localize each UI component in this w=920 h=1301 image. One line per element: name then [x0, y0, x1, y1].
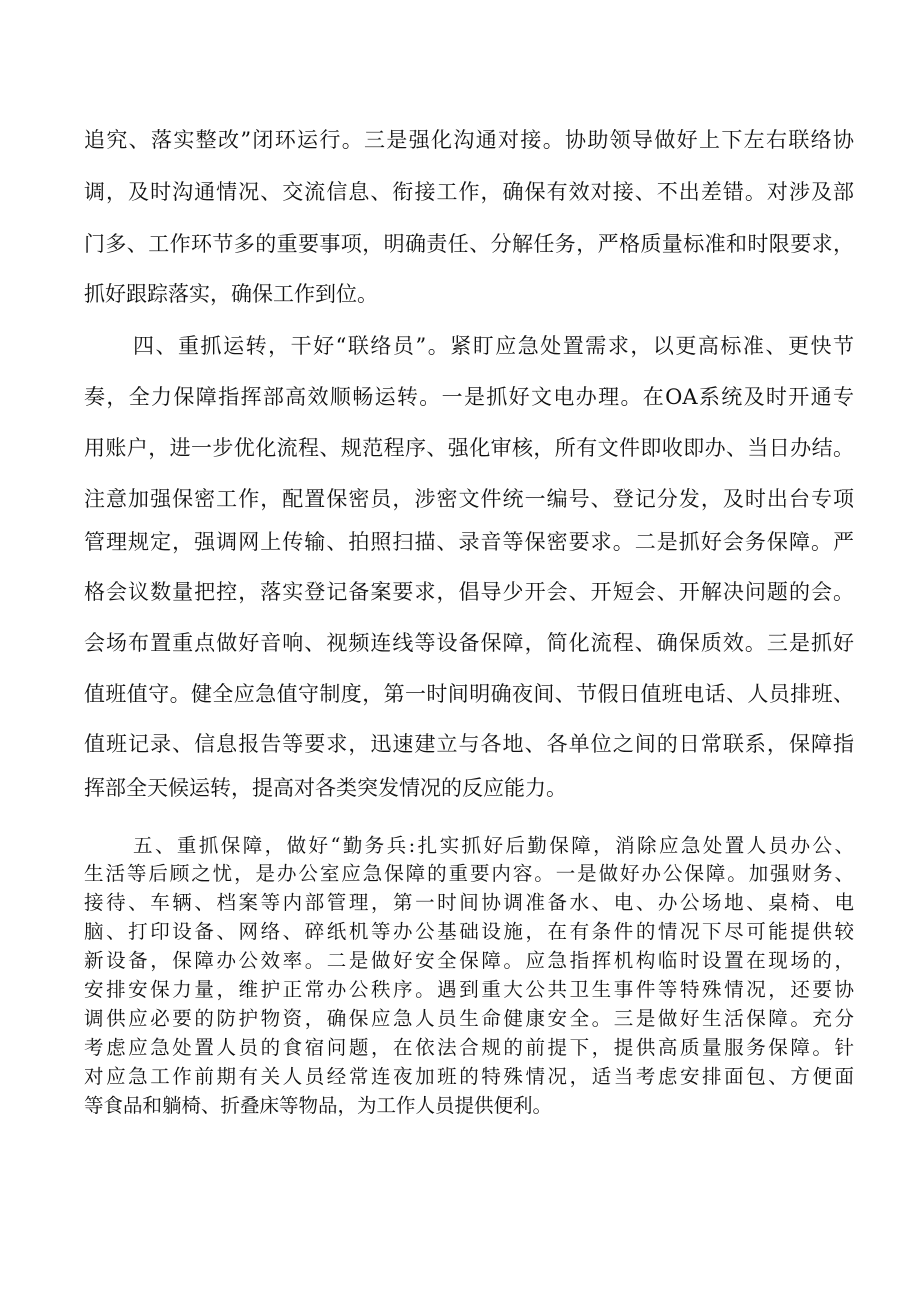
text-line: 等食品和躺椅、折叠床等物品，为工作人员提供便利。 [84, 1095, 553, 1117]
text-line: 安排安保力量，维护正常办公秩序。遇到重大公共卫生事件等特殊情况，还要协 [84, 979, 854, 1001]
text-line: 五、重抓保障，做好“勤务兵:扎实抓好后勤保障，消除应急处置人员办公、 [133, 835, 854, 857]
text-line: 注意加强保密工作，配置保密员，涉密文件统一编号、登记分发，及时出台专项 [84, 487, 854, 511]
text-line: 抓好跟踪落实，确保工作到位。 [84, 282, 378, 306]
text-line: 用账户，进一步优化流程、规范程序、强化审核，所有文件即收即办、当日办结。 [84, 436, 854, 460]
text-line: 值班记录、信息报告等要求，迅速建立与各地、各单位之间的日常联系，保障指 [84, 732, 854, 756]
text-line: 格会议数量把控，落实登记备案要求，倡导少开会、开短会、开解决问题的会。 [84, 580, 854, 604]
text-line: 生活等后顾之忧，是办公室应急保障的重要内容。一是做好办公保障。加强财务、 [84, 863, 854, 885]
text-line: 追究、落实整改”闭环运行。三是强化沟通对接。协助领导做好上下左右联络协 [84, 128, 854, 152]
text-line: 接待、车辆、档案等内部管理，第一时间协调准备水、电、办公场地、桌椅、电 [84, 892, 854, 914]
text-line: 考虑应急处置人员的食宿问题，在依法合规的前提下，提供高质量服务保障。针 [84, 1037, 854, 1059]
text-line: 脑、打印设备、网络、碎纸机等办公基础设施，在有条件的情况下尽可能提供较 [84, 921, 854, 943]
text-line: 管理规定，强调网上传输、拍照扫描、录音等保密要求。二是抓好会务保障。严 [84, 530, 854, 554]
text-line: 新设备，保障办公效率。二是做好安全保障。应急指挥机构临时设置在现场的， [84, 950, 854, 972]
text-line: 会场布置重点做好音响、视频连线等设备保障，简化流程、确保质效。三是抓好 [84, 631, 854, 655]
text-line: 门多、工作环节多的重要事项，明确责任、分解任务，严格质量标准和时限要求， [84, 232, 854, 256]
text-line: 奏，全力保障指挥部高效顺畅运转。一是抓好文电办理。在OA系统及时开通专 [84, 385, 854, 409]
text-line: 值班值守。健全应急值守制度，第一时间明确夜间、节假日值班电话、人员排班、 [84, 682, 854, 706]
text-line: 四、重抓运转，干好“联络员”。紧盯应急处置需求，以更高标准、更快节 [133, 334, 854, 358]
text-line: 对应急工作前期有关人员经常连夜加班的特殊情况，适当考虑安排面包、方便面 [84, 1066, 854, 1088]
text-line: 调供应必要的防护物资，确保应急人员生命健康安全。三是做好生活保障。充分 [84, 1008, 854, 1030]
text-line: 挥部全天候运转，提高对各类突发情况的反应能力。 [84, 776, 567, 800]
text-line: 调，及时沟通情况、交流信息、衔接工作，确保有效对接、不出差错。对涉及部 [84, 180, 854, 204]
